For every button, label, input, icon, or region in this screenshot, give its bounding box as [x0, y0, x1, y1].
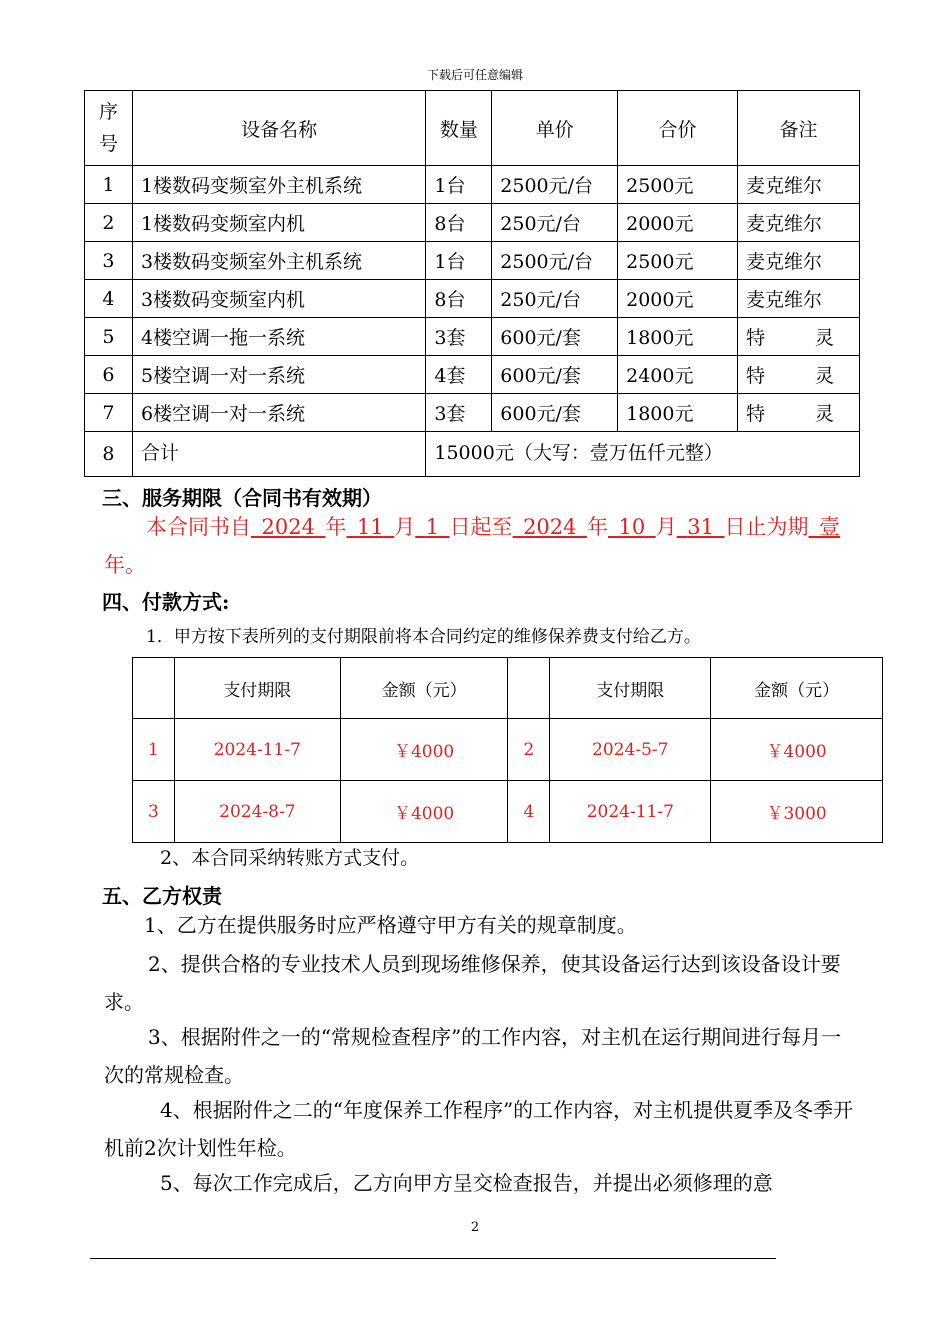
cell-remark: 麦克维尔	[737, 204, 859, 242]
cell-no: 2	[85, 204, 133, 242]
cell-total: 2000元	[618, 280, 738, 318]
table-row	[85, 318, 860, 356]
duty-item: 2、提供合格的专业技术人员到现场维修保养，使其设备运行达到该设备设计要求。	[104, 952, 841, 1014]
cell-unit-price: 600元/套	[492, 356, 618, 394]
installment-no: 4	[508, 781, 550, 843]
cell-no: 6	[85, 356, 133, 394]
cell-unit-price: 250元/台	[492, 280, 618, 318]
cell-total: 2000元	[618, 204, 738, 242]
col-header-amount: 金额（元）	[340, 658, 508, 719]
amount: ￥3000	[711, 781, 883, 843]
duty-item: 4、根据附件之二的“年度保养工作程序”的工作内容，对主机提供夏季及冬季开机前2次计划性年检。	[104, 1098, 854, 1160]
section-4-title: 四、付款方式:	[102, 590, 230, 614]
header-note: 下载后可任意编辑	[426, 68, 523, 82]
due-date: 2024-8-7	[174, 781, 340, 843]
col-header-unit-price: 单价	[492, 91, 618, 166]
table-row	[85, 356, 860, 394]
payment-table	[132, 657, 883, 843]
col-header-blank	[133, 658, 175, 719]
cell-total: 2400元	[618, 356, 738, 394]
cell-name: 3楼数码变频室外主机系统	[132, 242, 425, 280]
duty-item: 1、乙方在提供服务时应严格遵守甲方有关的规章制度。	[144, 913, 637, 937]
cell-no: 5	[85, 318, 133, 356]
cell-qty: 1台	[426, 166, 492, 204]
cell-unit-price: 2500元/台	[492, 166, 618, 204]
cell-name: 6楼空调一对一系统	[132, 394, 425, 432]
total-label: 合计	[132, 432, 425, 477]
cell-remark: 麦克维尔	[737, 242, 859, 280]
cell-unit-price: 600元/套	[492, 318, 618, 356]
page-number: 2	[470, 1220, 480, 1235]
cell-no: 4	[85, 280, 133, 318]
cell-unit-price: 250元/台	[492, 204, 618, 242]
cell-total: 1800元	[618, 394, 738, 432]
cell-no: 1	[85, 166, 133, 204]
col-header-due-date: 支付期限	[550, 658, 711, 719]
cell-name: 3楼数码变频室内机	[132, 280, 425, 318]
cell-no: 8	[85, 432, 133, 477]
col-header-amount: 金额（元）	[711, 658, 883, 719]
payment-method: 2、本合同采纳转账方式支付。	[160, 847, 420, 869]
cell-total: 1800元	[618, 318, 738, 356]
section-3-paragraph: 本合同书自 2024 年 11 月 1 日起至 2024 年 10 月 31 日止为期 壹年。	[104, 515, 840, 577]
section-3-title: 三、服务期限（合同书有效期）	[102, 486, 382, 510]
col-header-qty: 数量	[426, 91, 492, 166]
amount: ￥4000	[340, 719, 508, 781]
col-header-name: 设备名称	[132, 91, 425, 166]
table-row	[85, 394, 860, 432]
cell-qty: 8台	[426, 280, 492, 318]
col-header-total: 合价	[618, 91, 738, 166]
cell-remark: 特灵	[737, 356, 859, 394]
cell-name: 5楼空调一对一系统	[132, 356, 425, 394]
cell-unit-price: 600元/套	[492, 394, 618, 432]
col-header-no: 序号	[85, 91, 133, 166]
cell-remark: 特灵	[737, 394, 859, 432]
cell-qty: 8台	[426, 204, 492, 242]
cell-name: 4楼空调一拖一系统	[132, 318, 425, 356]
cell-total: 2500元	[618, 242, 738, 280]
col-header-due-date: 支付期限	[174, 658, 340, 719]
cell-name: 1楼数码变频室外主机系统	[132, 166, 425, 204]
installment-no: 1	[133, 719, 175, 781]
table-row	[133, 719, 883, 781]
cell-qty: 4套	[426, 356, 492, 394]
col-header-remark: 备注	[737, 91, 859, 166]
duty-item: 5、每次工作完成后，乙方向甲方呈交检查报告，并提出必须修理的意	[160, 1171, 773, 1195]
table-row	[133, 781, 883, 843]
cell-total: 2500元	[618, 166, 738, 204]
installment-no: 3	[133, 781, 175, 843]
cell-remark: 特灵	[737, 318, 859, 356]
due-date: 2024-5-7	[550, 719, 711, 781]
footer-divider	[90, 1258, 776, 1259]
payment-table-header	[133, 658, 883, 719]
cell-no: 3	[85, 242, 133, 280]
cell-unit-price: 2500元/台	[492, 242, 618, 280]
table-row	[85, 242, 860, 280]
cell-remark: 麦克维尔	[737, 166, 859, 204]
table-row	[85, 166, 860, 204]
amount: ￥4000	[711, 719, 883, 781]
duty-item: 3、根据附件之一的“常规检查程序”的工作内容，对主机在运行期间进行每月一次的常规检查。	[104, 1025, 842, 1087]
due-date: 2024-11-7	[550, 781, 711, 843]
cell-qty: 1台	[426, 242, 492, 280]
total-value: 15000元（大写：壹万伍仟元整）	[426, 432, 860, 477]
cell-qty: 3套	[426, 318, 492, 356]
amount: ￥4000	[340, 781, 508, 843]
equipment-table-header	[85, 91, 860, 166]
cell-qty: 3套	[426, 394, 492, 432]
table-row	[85, 204, 860, 242]
cell-name: 1楼数码变频室内机	[132, 204, 425, 242]
cell-no: 7	[85, 394, 133, 432]
table-row	[85, 280, 860, 318]
section-5-title: 五、乙方权责	[102, 884, 222, 908]
equipment-table	[84, 90, 860, 477]
cell-remark: 麦克维尔	[737, 280, 859, 318]
due-date: 2024-11-7	[174, 719, 340, 781]
installment-no: 2	[508, 719, 550, 781]
table-total-row	[85, 432, 860, 477]
col-header-blank	[508, 658, 550, 719]
payment-note: 1．甲方按下表所列的支付期限前将本合同约定的维修保养费支付给乙方。	[146, 627, 701, 647]
